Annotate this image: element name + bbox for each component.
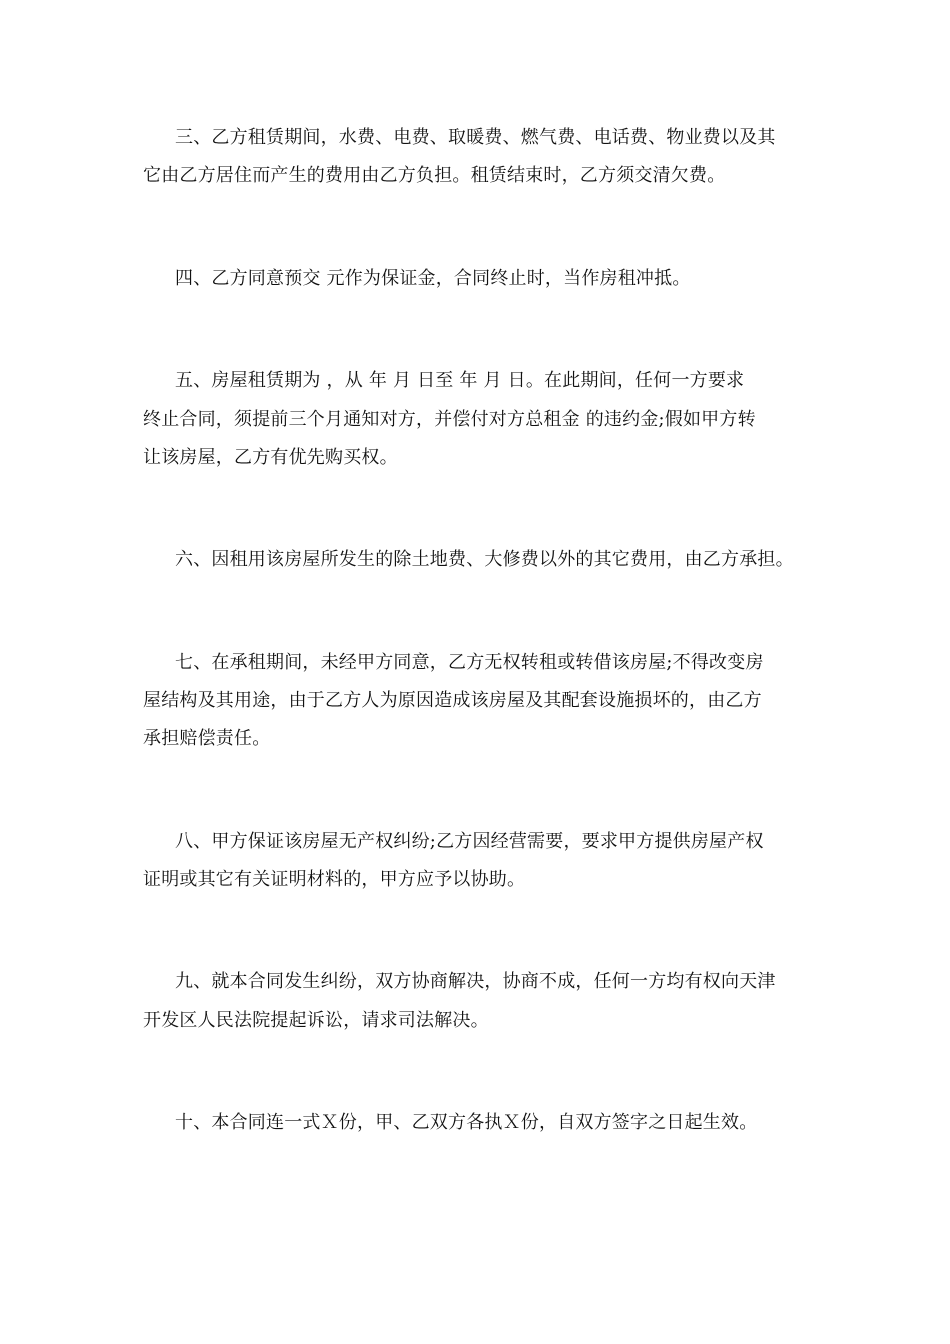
clause-7-line-2: 屋结构及其用途，由于乙方人为原因造成该房屋及其配套设施损坏的，由乙方 [143, 690, 762, 711]
clause-3-line-2: 它由乙方居住而产生的费用由乙方负担。租赁结束时，乙方须交清欠费。 [143, 165, 726, 186]
clause-5-line-3: 让该房屋，乙方有优先购买权。 [143, 447, 398, 468]
clause-7-line-3: 承担赔偿责任。 [143, 728, 271, 749]
clause-9-line-2: 开发区人民法院提起诉讼，请求司法解决。 [143, 1010, 489, 1031]
clause-8-line-1: 八、甲方保证该房屋无产权纠纷;乙方因经营需要，要求甲方提供房屋产权 [175, 831, 764, 852]
clause-5-line-2: 终止合同，须提前三个月通知对方，并偿付对方总租金 的违约金;假如甲方转 [143, 409, 756, 430]
clause-8-line-2: 证明或其它有关证明材料的，甲方应予以协助。 [143, 869, 526, 890]
clause-9-line-1: 九、就本合同发生纠纷，双方协商解决，协商不成，任何一方均有权向天津 [175, 971, 776, 992]
clause-10-line-1: 十、本合同连一式Ｘ份，甲、乙双方各执Ｘ份，自双方签字之日起生效。 [175, 1112, 758, 1133]
clause-6-line-1: 六、因租用该房屋所发生的除土地费、大修费以外的其它费用，由乙方承担。 [175, 549, 794, 570]
clause-3-line-1: 三、乙方租赁期间，水费、电费、取暖费、燃气费、电话费、物业费以及其 [175, 127, 776, 148]
clause-4-line-1: 四、乙方同意预交 元作为保证金，合同终止时，当作房租冲抵。 [175, 268, 691, 289]
clause-7-line-1: 七、在承租期间，未经甲方同意，乙方无权转租或转借该房屋;不得改变房 [175, 652, 764, 673]
clause-5-line-1: 五、房屋租赁期为 ，从 年 月 日至 年 月 日。在此期间，任何一方要求 [175, 370, 745, 391]
